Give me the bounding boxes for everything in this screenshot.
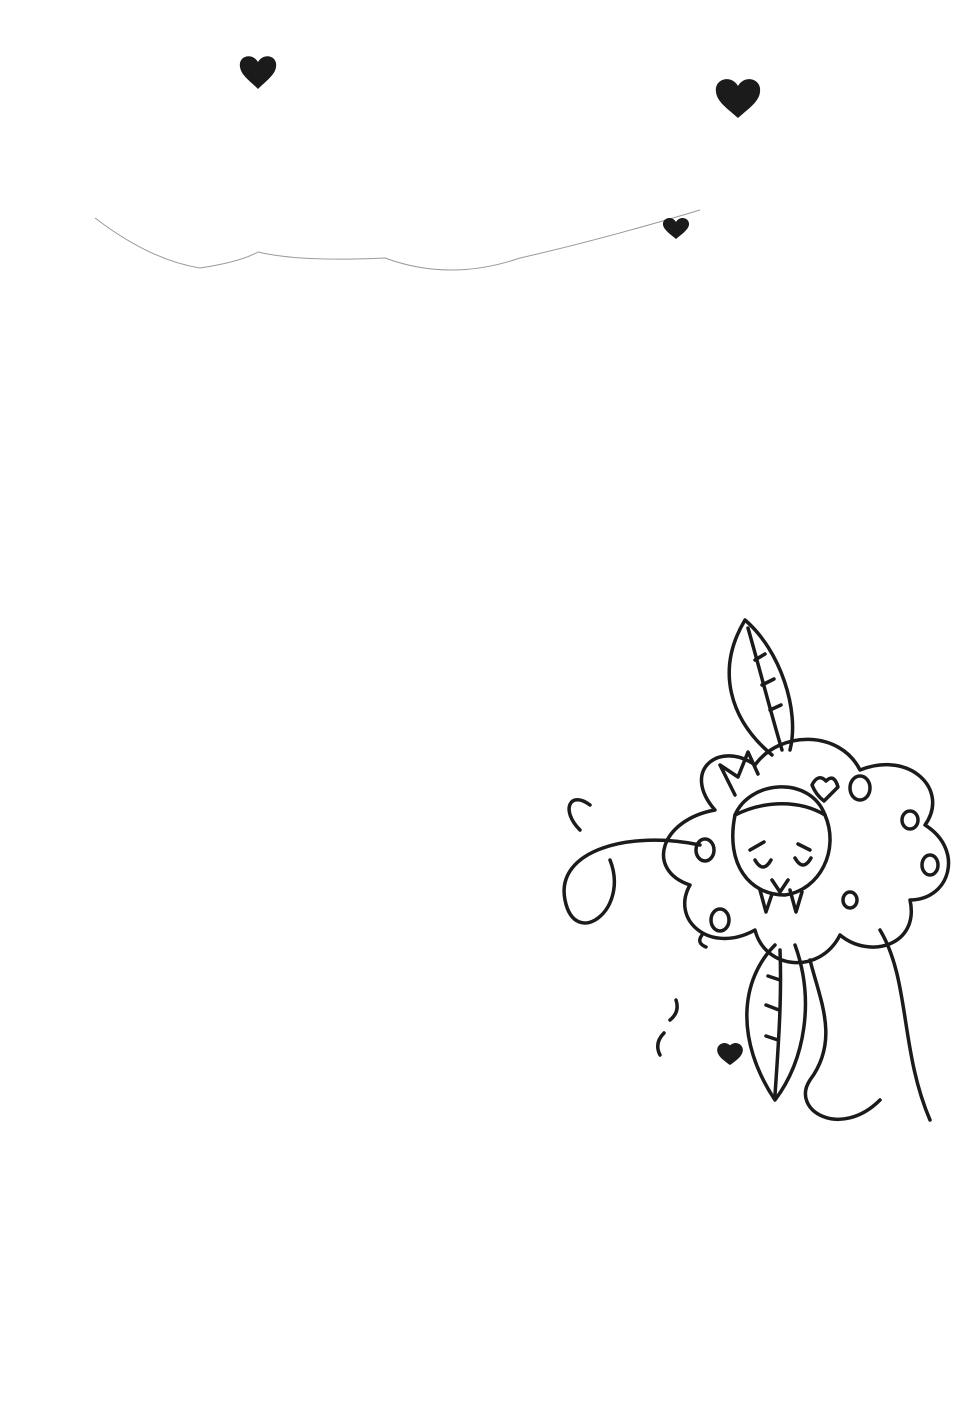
heart-icon	[240, 56, 276, 89]
heart-icons	[240, 56, 760, 239]
garland-threads	[95, 210, 700, 270]
chibi-character-illustration	[550, 600, 980, 1160]
heart-icon	[663, 218, 689, 239]
heart-icon	[716, 79, 760, 118]
